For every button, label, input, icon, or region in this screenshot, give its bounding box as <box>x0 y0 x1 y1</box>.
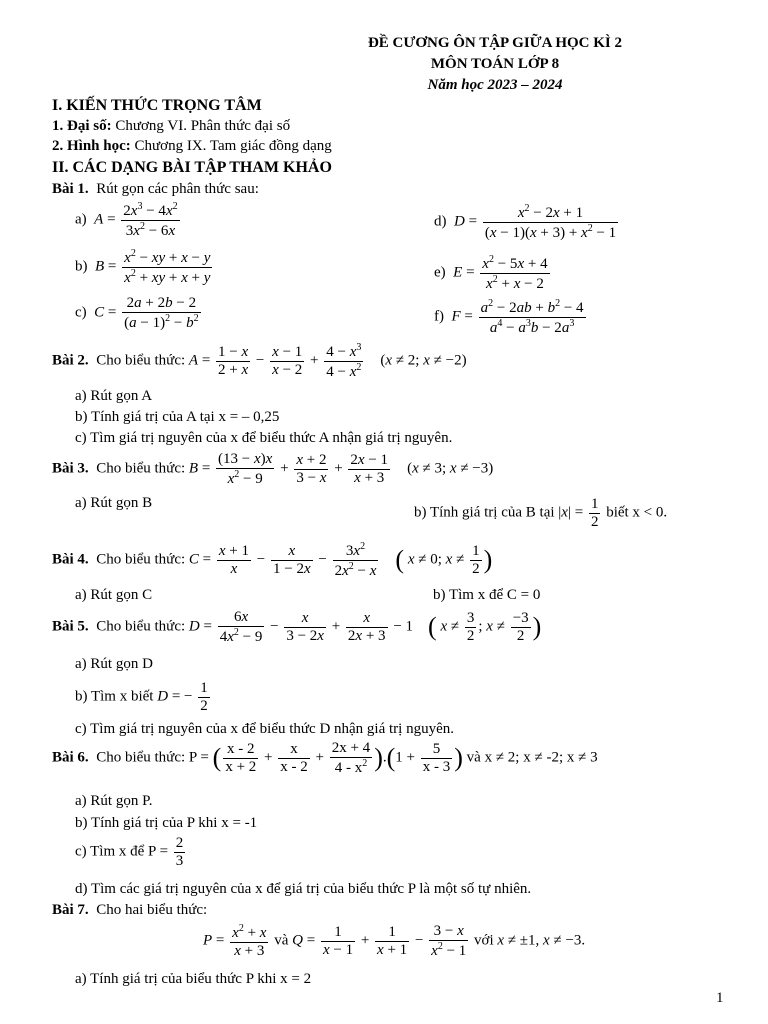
exercise-3-b-pre: b) Tính giá trị của B tại <box>414 504 555 521</box>
part-label: a) <box>75 211 87 228</box>
exercise-4-a: a) Rút gọn C <box>75 587 153 603</box>
section-1-title: I. KIẾN THỨC TRỌNG TÂM <box>52 97 262 114</box>
fraction: $\frac{x^2 - 2x + 1}{(x - 1)(x + 3) + x^2 - 1}$ <box>484 203 617 241</box>
exercise-text: Cho biểu thức: <box>96 749 186 766</box>
item-2-label: 2. Hình học: <box>52 138 131 154</box>
item-1-label: 1. Đại số: <box>52 118 112 134</box>
item-2-text: Chương IX. Tam giác đồng dạng <box>130 138 332 154</box>
exercise-6-c-text: c) Tìm x để <box>75 843 145 860</box>
page-number: 1 <box>716 990 724 1006</box>
exercise-text: Rút gọn các phân thức sau: <box>96 181 259 197</box>
exercise-2-heading: Bài 2. Cho biểu thức: A = $\frac{1 - x}{2 + x}$ − $\frac{x - 1}{x - 2}$ + $\frac{4 - x^3}{4 - x^2}$ (x ≠ 2; x ≠ −2) <box>52 342 467 380</box>
item-1-text: Chương VI. Phân thức đại số <box>111 118 291 134</box>
exercise-1-f: f) F = $\frac{a^2 - 2ab + b^2 - 4}{a^4 - a^3b - 2a^3}$ <box>434 298 584 336</box>
exercise-text: Cho biểu thức: <box>96 618 186 635</box>
exercise-1-c: c) C = $\frac{2a + 2b - 2}{(a - 1)^2 - b^2}$ <box>75 295 199 331</box>
exercise-label: Bài 6. <box>52 749 89 766</box>
exercise-2-b: b) Tính giá trị của A tại x = – 0,25 <box>75 409 280 425</box>
exercise-label: Bài 7. <box>52 902 89 918</box>
exercise-5-b: b) Tìm x biết D = − $\frac{1}{2}$ <box>75 680 208 714</box>
exercise-label: Bài 5. <box>52 618 89 635</box>
doc-subject: MÔN TOÁN LỚP 8 <box>430 56 560 72</box>
exercise-text: Cho biểu thức: <box>96 551 186 568</box>
exercise-label: Bài 4. <box>52 551 89 568</box>
exercise-4-heading: Bài 4. Cho biểu thức: C = $\frac{x + 1}{x}$ − $\frac{x}{1 - 2x}$ − $\frac{3x^2}{2x^2 - x}$ ( x ≠ 0; x ≠ $\frac{1}{2}$ ) <box>52 541 493 579</box>
exercise-label: Bài 3. <box>52 460 89 477</box>
fraction: $\frac{x^2 - 5x + 4}{x^2 + x - 2}$ <box>482 254 548 292</box>
part-label: f) <box>434 308 444 325</box>
doc-year: Năm học 2023 – 2024 <box>427 77 563 93</box>
exercise-7-and: và <box>274 932 289 949</box>
exercise-7-with: với <box>474 932 494 949</box>
exercise-7-heading <box>52 902 207 919</box>
exercise-1-d: d) D = $\frac{x^2 - 2x + 1}{(x - 1)(x + 3) + x^2 - 1}$ <box>434 203 617 241</box>
exercise-2-a: a) Rút gọn A <box>75 388 153 404</box>
exercise-5-b-text: b) Tìm x biết <box>75 688 154 705</box>
part-label: e) <box>434 264 446 281</box>
exercise-1-e: e) E = $\frac{x^2 - 5x + 4}{x^2 + x - 2}$ <box>434 254 548 292</box>
fraction: $\frac{2x^3 - 4x^2}{3x^2 - 6x}$ <box>123 201 178 239</box>
exercise-5-c: c) Tìm giá trị nguyên của x để biểu thức D nhận giá trị nguyên. <box>75 721 454 737</box>
section-1-item-2 <box>52 138 332 155</box>
exercise-text: Cho biểu thức: <box>96 352 186 369</box>
exercise-4-b: b) Tìm x để C = 0 <box>433 587 541 603</box>
section-2-title: II. CÁC DẠNG BÀI TẬP THAM KHẢO <box>52 159 332 176</box>
part-label: d) <box>434 213 447 230</box>
fraction: $\frac{2a + 2b - 2}{(a - 1)^2 - b^2}$ <box>124 295 199 331</box>
exercise-1-heading <box>52 181 259 198</box>
part-label: c) <box>75 304 87 321</box>
exercise-text: Cho hai biểu thức: <box>96 902 208 918</box>
doc-title: ĐỀ CƯƠNG ÔN TẬP GIỮA HỌC KÌ 2 <box>367 35 623 51</box>
exercise-6-d: d) Tìm các giá trị nguyên của x để giá trị của biểu thức P là một số tự nhiên. <box>75 881 532 897</box>
exercise-6-c: c) Tìm x để P = $\frac{2}{3}$ <box>75 835 184 869</box>
exercise-3-heading: Bài 3. Cho biểu thức: B = $\frac{(13 - x)x}{x^2 - 9}$ + $\frac{x + 2}{3 - x}$ + $\frac{2x - 1}{x + 3}$ (x ≠ 3; x ≠ −3) <box>52 451 494 487</box>
exercise-3-a: a) Rút gọn B <box>75 495 153 511</box>
exercise-label: Bài 2. <box>52 352 89 369</box>
fraction: $\frac{x^2 - xy + x - y}{x^2 + xy + x + y}$ <box>124 248 211 286</box>
exercise-5-heading: Bài 5. Cho biểu thức: D = $\frac{6x}{4x^2 - 9}$ − $\frac{x}{3 - 2x}$ + $\frac{x}{2x + 3}$ − 1 ( x ≠ $\frac{3}{2}$ ; x ≠ $\frac{-3}{2}$ ) <box>52 609 542 645</box>
exercise-6-heading: Bài 6. Cho biểu thức: P = ( $\frac{x - 2}{x + 2}$ + $\frac{x}{x - 2}$ + $\frac{2x + 4}{4 - x^2}$ ).(1 + $\frac{5}{x - 3}$ ) và x ≠ 2; x ≠ -2; x ≠ 3 <box>52 740 598 776</box>
exercise-1-b: b) B = $\frac{x^2 - xy + x - y}{x^2 + xy + x + y}$ <box>75 248 211 286</box>
fraction: $\frac{a^2 - 2ab + b^2 - 4}{a^4 - a^3b - 2a^3}$ <box>480 298 584 336</box>
exercise-6-b: b) Tính giá trị của P khi x = -1 <box>75 815 258 831</box>
exercise-7-expressions: P = $\frac{x^2 + x}{x + 3}$ và Q = $\frac{1}{x - 1}$ + $\frac{1}{x + 1}$ − $\frac{3 - x}{x^2 - 1}$ với x ≠ ±1, x ≠ −3. <box>203 923 586 959</box>
exercise-1-a: a) A = $\frac{2x^3 - 4x^2}{3x^2 - 6x}$ <box>75 201 178 239</box>
exercise-text: Cho biểu thức: <box>96 460 186 477</box>
exercise-3-b: b) Tính giá trị của B tại |x| = $\frac{1}{2}$ biết x < 0. <box>414 496 668 530</box>
exercise-3-b-post: biết x < 0. <box>606 504 668 521</box>
exercise-7-a: a) Tính giá trị của biểu thức P khi x = 2 <box>75 971 312 987</box>
part-label: b) <box>75 258 88 275</box>
exercise-6-a: a) Rút gọn P. <box>75 793 153 809</box>
exercise-6-condition: và x ≠ 2; x ≠ -2; x ≠ 3 <box>466 749 598 766</box>
exercise-label: Bài 1. <box>52 181 89 197</box>
section-1-item-1 <box>52 118 290 135</box>
exercise-2-c: c) Tìm giá trị nguyên của x để biểu thức A nhận giá trị nguyên. <box>75 430 453 446</box>
exercise-5-a: a) Rút gọn D <box>75 656 153 672</box>
